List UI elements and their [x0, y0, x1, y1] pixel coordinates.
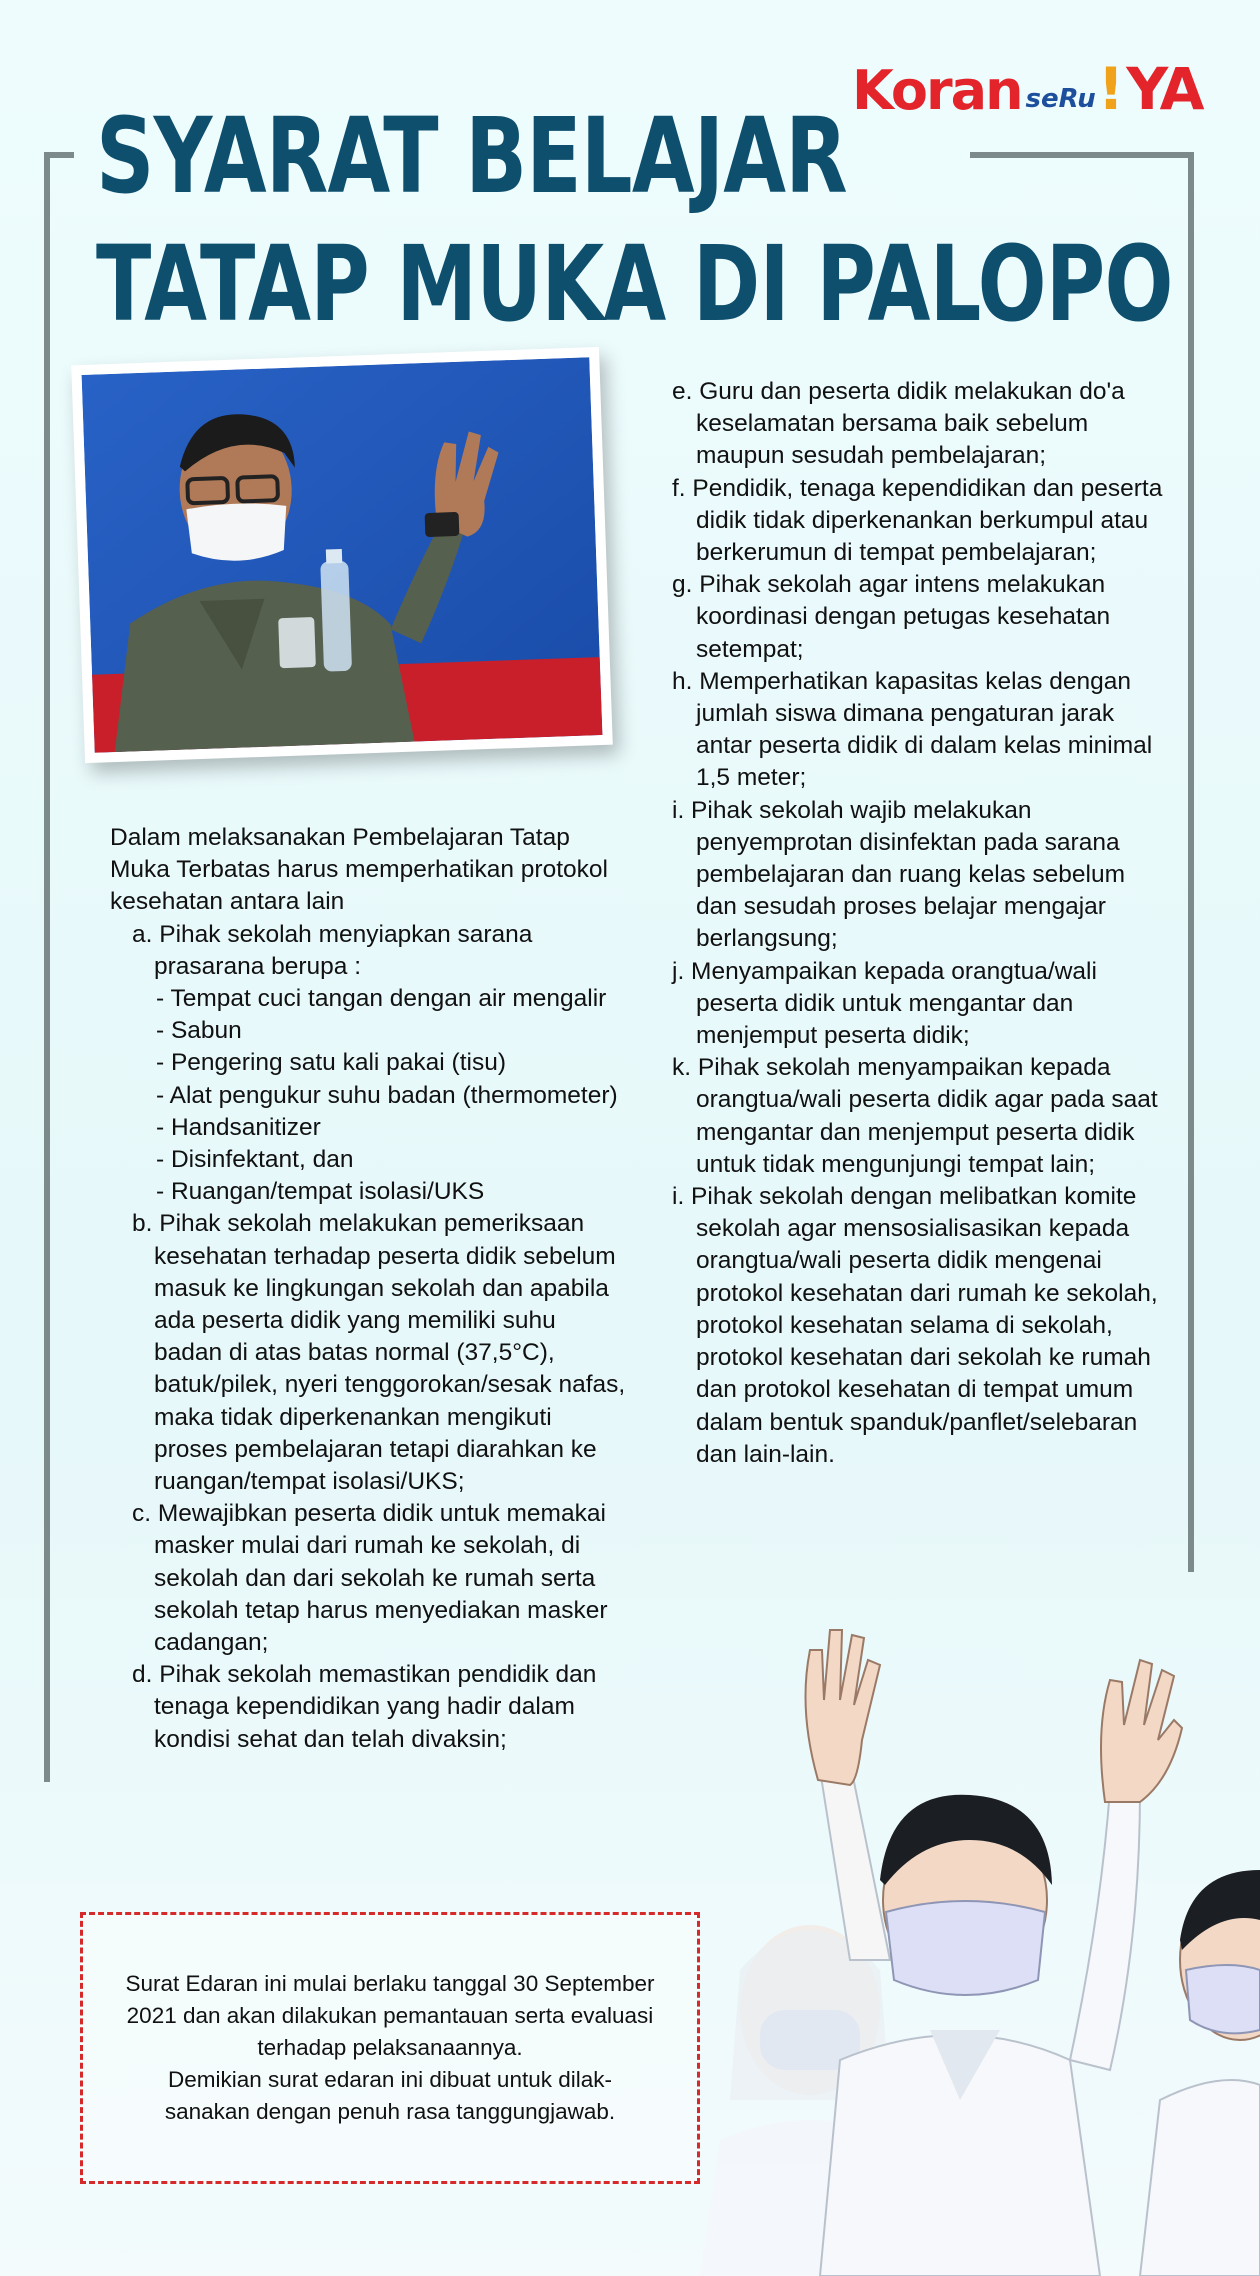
frame-line-right — [1188, 152, 1194, 1572]
item-g: g. Pihak sekolah agar intens melakukan koordinasi dengan petugas kesehatan setempat; — [672, 571, 1111, 663]
logo-exclamation: ! — [1097, 55, 1125, 123]
notice-line: sanakan dengan penuh rasa tanggungjawab. — [164, 2099, 616, 2124]
students-illustration — [700, 1540, 1260, 2276]
item-k: k. Pihak sekolah menyampaikan kepada orangtua/wali peserta didik agar pada saat mengantar dan menjemput peserta didik untuk tidak mengunjungi tempat lain; — [672, 1054, 1158, 1178]
notice-line: 2021 dan akan dilakukan pemantauan serta evaluasi — [126, 2003, 654, 2028]
item-h: h. Memperhatikan kapasitas kelas dengan jumlah siswa dimana pengaturan jarak antar peserta didik di dalam kelas minimal 1,5 meter; — [672, 667, 1153, 792]
item-j: j. Menyampaikan kepada orangtua/wali peserta didik untuk mengantar dan menjemput peserta didik; — [672, 957, 1097, 1050]
logo-ya-text: YA — [1126, 55, 1202, 123]
notice-box — [80, 1912, 700, 2184]
item-b: b. Pihak sekolah melakukan pemeriksaan kesehatan terhadap peserta didik sebelum masuk ke lingkungan sekolah dan apabila ada peserta didik yang memiliki suhu badan di atas batas normal (37,5°C), batuk/pilek, nyeri tenggorokan/sesak nafas, maka tidak diperkenankan mengikuti proses pembelajaran tetapi diarahkan ke ruangan/tempat isolasi/UKS; — [132, 1210, 626, 1496]
item-i: i. Pihak sekolah wajib melakukan penyemprotan disinfektan pada sarana pembelajaran dan ruang kelas sebelum dan sesudah proses belajar mengajar berlangsung; — [672, 796, 1126, 953]
item-e: e. Guru dan peserta didik melakukan do'a keselamatan bersama baik sebelum maupun sesudah pembelajaran; — [672, 378, 1125, 470]
notice-line: Demikian surat edaran ini dibuat untuk dilak- — [168, 2067, 612, 2092]
bullet-item: - Alat pengukur suhu badan (thermometer) — [156, 1081, 618, 1109]
item-d: d. Pihak sekolah memastikan pendidik dan tenaga kependidikan yang hadir dalam kondisi sehat dan telah divaksin; — [132, 1661, 597, 1753]
bullet-item: - Disinfektant, dan — [156, 1146, 354, 1174]
item-l: i. Pihak sekolah dengan melibatkan komite sekolah agar mensosialisasikan kepada orangtua/wali peserta didik mengenai protokol kesehatan dari rumah ke sekolah, protokol kesehatan selama di sekolah, protokol kesehatan dari sekolah ke rumah dan protokol kesehatan di tempat umum dalam bentuk spanduk/panflet/selebaran dan lain-lain. — [672, 1183, 1158, 1468]
right-column — [672, 376, 1172, 1471]
bullet-item: - Handsanitizer — [156, 1113, 321, 1141]
item-f: f. Pendidik, tenaga kependidikan dan peserta didik tidak diperkenankan berkumpul atau berkerumun di tempat pembelajaran; — [672, 474, 1163, 567]
bullet-item: - Ruangan/tempat isolasi/UKS — [156, 1178, 485, 1206]
item-c: c. Mewajibkan peserta didik untuk memakai masker mulai dari rumah ke sekolah, di sekolah dan dari sekolah ke rumah serta sekolah tetap harus menyediakan masker cadangan; — [132, 1500, 608, 1657]
bullet-item: - Pengering satu kali pakai (tisu) — [156, 1049, 506, 1077]
page-title — [96, 92, 1173, 348]
official-photo-icon — [82, 357, 603, 752]
frame-line-left — [44, 152, 50, 1782]
logo-seru-text: seRu — [1025, 84, 1096, 114]
bullet-item: - Tempat cuci tangan dengan air mengalir — [156, 985, 607, 1013]
logo-koran-text: Koran — [852, 59, 1022, 122]
students-raising-hands-icon — [700, 1540, 1260, 2276]
notice-line: terhadap pelaksanaannya. — [257, 2035, 523, 2060]
intro-paragraph: Dalam melaksanakan Pembelajaran Tatap Muka Terbatas harus memperhatikan protokol kesehatan antara lain — [110, 824, 608, 916]
official-photo — [71, 347, 613, 763]
bullet-item: - Sabun — [156, 1017, 242, 1045]
title-line-2: TATAP MUKA DI PALOPO — [96, 223, 1173, 345]
notice-line: Surat Edaran ini mulai berlaku tanggal 30 September — [125, 1971, 655, 1996]
title-line-1: SYARAT BELAJAR — [96, 95, 847, 217]
item-a: a. Pihak sekolah menyiapkan sarana prasarana berupa : — [132, 920, 533, 980]
left-column — [110, 822, 630, 1756]
